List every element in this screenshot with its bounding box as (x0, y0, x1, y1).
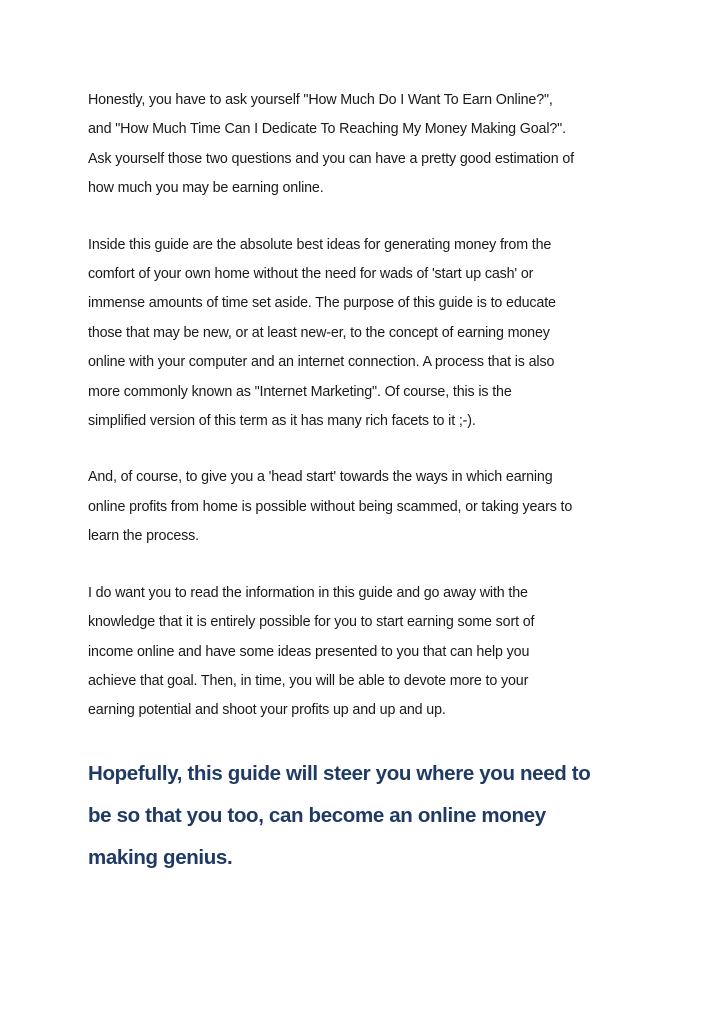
paragraph-line: I do want you to read the information in this guide and go away with the (88, 584, 528, 601)
heading-line: making genius. (88, 845, 233, 869)
paragraph-intro (88, 86, 658, 204)
paragraph-line: earning potential and shoot your profits up and up and up. (88, 702, 446, 719)
paragraph-line: comfort of your own home without the need for wads of 'start up cash' or (88, 266, 534, 283)
paragraph-guide-purpose (88, 231, 658, 437)
document-body (88, 86, 658, 879)
paragraph-line: those that may be new, or at least new-er, to the concept of earning money (88, 324, 550, 341)
paragraph-line: And, of course, to give you a 'head start' towards the ways in which earning (88, 469, 553, 486)
paragraph-line: achieve that goal. Then, in time, you will be able to devote more to your (88, 672, 529, 689)
paragraph-line: online profits from home is possible without being scammed, or taking years to (88, 498, 573, 515)
paragraph-line: learn the process. (88, 528, 199, 545)
paragraph-goal (88, 579, 658, 726)
heading-line: Hopefully, this guide will steer you where you need to (88, 761, 591, 785)
paragraph-line: immense amounts of time set aside. The purpose of this guide is to educate (88, 295, 556, 312)
paragraph-line: and "How Much Time Can I Dedicate To Reaching My Money Making Goal?". (88, 121, 566, 138)
paragraph-line: how much you may be earning online. (88, 180, 324, 197)
paragraph-line: knowledge that it is entirely possible for you to start earning some sort of (88, 614, 535, 631)
paragraph-line: Ask yourself those two questions and you can have a pretty good estimation of (88, 150, 574, 167)
paragraph-line: simplified version of this term as it has many rich facets to it ;-). (88, 413, 476, 430)
paragraph-line: Honestly, you have to ask yourself "How Much Do I Want To Earn Online?", (88, 92, 553, 108)
paragraph-head-start (88, 463, 658, 551)
paragraph-line: more commonly known as "Internet Marketing". Of course, this is the (88, 383, 512, 400)
closing-heading (88, 753, 658, 879)
heading-line: be so that you too, can become an online money (88, 803, 546, 827)
paragraph-line: income online and have some ideas presented to you that can help you (88, 643, 530, 660)
paragraph-line: online with your computer and an internet connection. A process that is also (88, 354, 555, 371)
paragraph-line: Inside this guide are the absolute best ideas for generating money from the (88, 236, 552, 253)
